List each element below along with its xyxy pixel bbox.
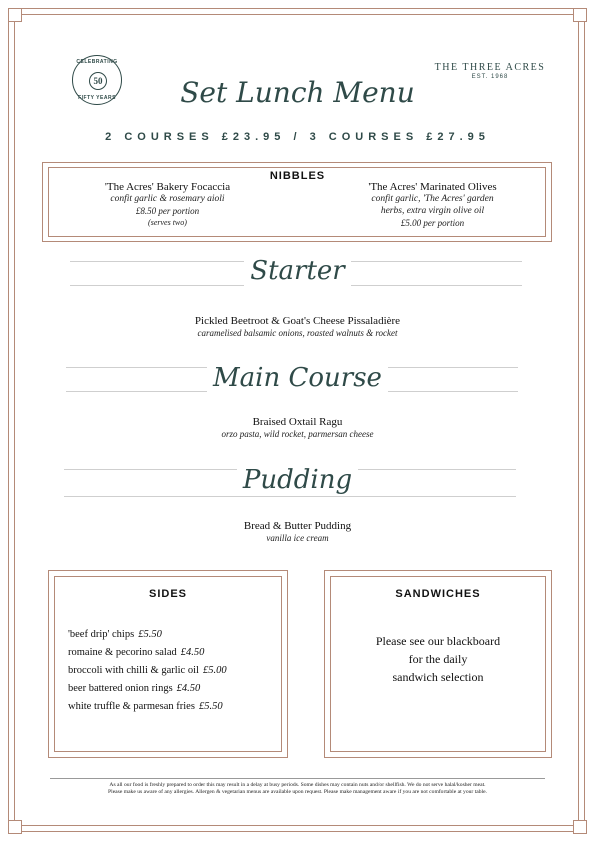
list-item [68,626,288,644]
nibble-desc: confit garlic, 'The Acres' garden [371,194,494,204]
dish-name: Braised Oxtail Ragu [252,416,343,428]
brand-est: EST. 1968 [471,74,509,80]
nibble-name: 'The Acres' Marinated Olives [368,181,497,193]
nibble-item-olives [335,181,530,229]
side-name: 'beef drip' chips [68,629,135,640]
sandwiches-line: sandwich selection [392,670,484,684]
dish-desc: vanilla ice cream [266,533,329,543]
side-name: white truffle & parmesan fries [68,701,195,712]
corner-ornament [8,820,22,834]
dish-name: Pickled Beetroot & Goat's Cheese Pissaladière [194,315,401,327]
main-course-heading-text: Main Course [207,363,388,393]
main-dish [0,416,595,440]
nibble-name: 'The Acres' Bakery Focaccia [104,181,231,193]
footer-divider [50,778,545,779]
pudding-heading-text: Pudding [237,465,358,495]
pudding-heading [0,465,595,495]
nibbles-title: NIBBLES [269,170,326,182]
pudding-dish [0,520,595,544]
footer-disclaimer [40,782,555,795]
dish-name: Bread & Butter Pudding [243,520,352,532]
side-name: broccoli with chilli & garlic oil [68,665,199,676]
badge-top-text: CELEBRATING [76,59,118,65]
starter-heading-text: Starter [244,256,350,286]
starter-heading [0,256,595,286]
starter-dish [0,315,595,339]
badge-number: 50 [89,72,107,90]
list-item [68,644,288,662]
side-price: £5.50 [198,701,223,712]
dish-desc: orzo pasta, wild rocket, parmersan cheese [221,429,374,439]
badge-bottom-text: FIFTY YEARS [78,95,116,101]
corner-ornament [573,820,587,834]
side-price: £4.50 [180,647,205,658]
dish-desc: caramelised balsamic onions, roasted walnuts & rocket [197,328,398,338]
sandwiches-text [330,632,546,686]
side-name: beer battered onion rings [68,683,173,694]
sandwiches-line: for the daily [408,652,468,666]
list-item [68,698,288,716]
side-price: £4.50 [176,683,201,694]
nibble-item-focaccia [70,181,265,229]
footer-line: As all our food is freshly prepared to order this may result in a delay at busy periods. Some dishes may contain nuts and/or shellfish. We do not serve halal/kosher meat. [109,782,486,788]
corner-ornament [8,8,22,22]
course-prices: 2 COURSES £23.95 / 3 COURSES £27.95 [105,131,490,143]
divider-line [64,496,516,497]
sides-list [68,626,288,716]
nibble-desc: herbs, extra virgin olive oil [380,206,485,216]
sandwiches-line: Please see our blackboard [375,634,501,648]
main-course-heading [0,363,595,393]
nibble-price: £8.50 per portion [135,206,200,216]
sides-title: SIDES [148,588,187,600]
side-name: romaine & pecorino salad [68,647,177,658]
side-price: £5.50 [138,629,162,640]
side-price: £5.00 [202,665,227,676]
nibble-note: (serves two) [148,218,187,227]
brand-name: THE THREE ACRES [434,62,546,73]
nibble-price: £5.00 per portion [400,218,465,228]
nibble-desc: confit garlic & rosemary aioli [110,194,225,204]
list-item [68,662,288,680]
menu-title: Set Lunch Menu [180,76,415,109]
footer-line: Please make us aware of any allergies. Allergen & vegetarian menus are available upon request. Please make management aware if you are not comfortable at your table. [108,788,487,795]
sandwiches-title: SANDWICHES [395,588,481,600]
corner-ornament [573,8,587,22]
list-item [68,680,288,698]
